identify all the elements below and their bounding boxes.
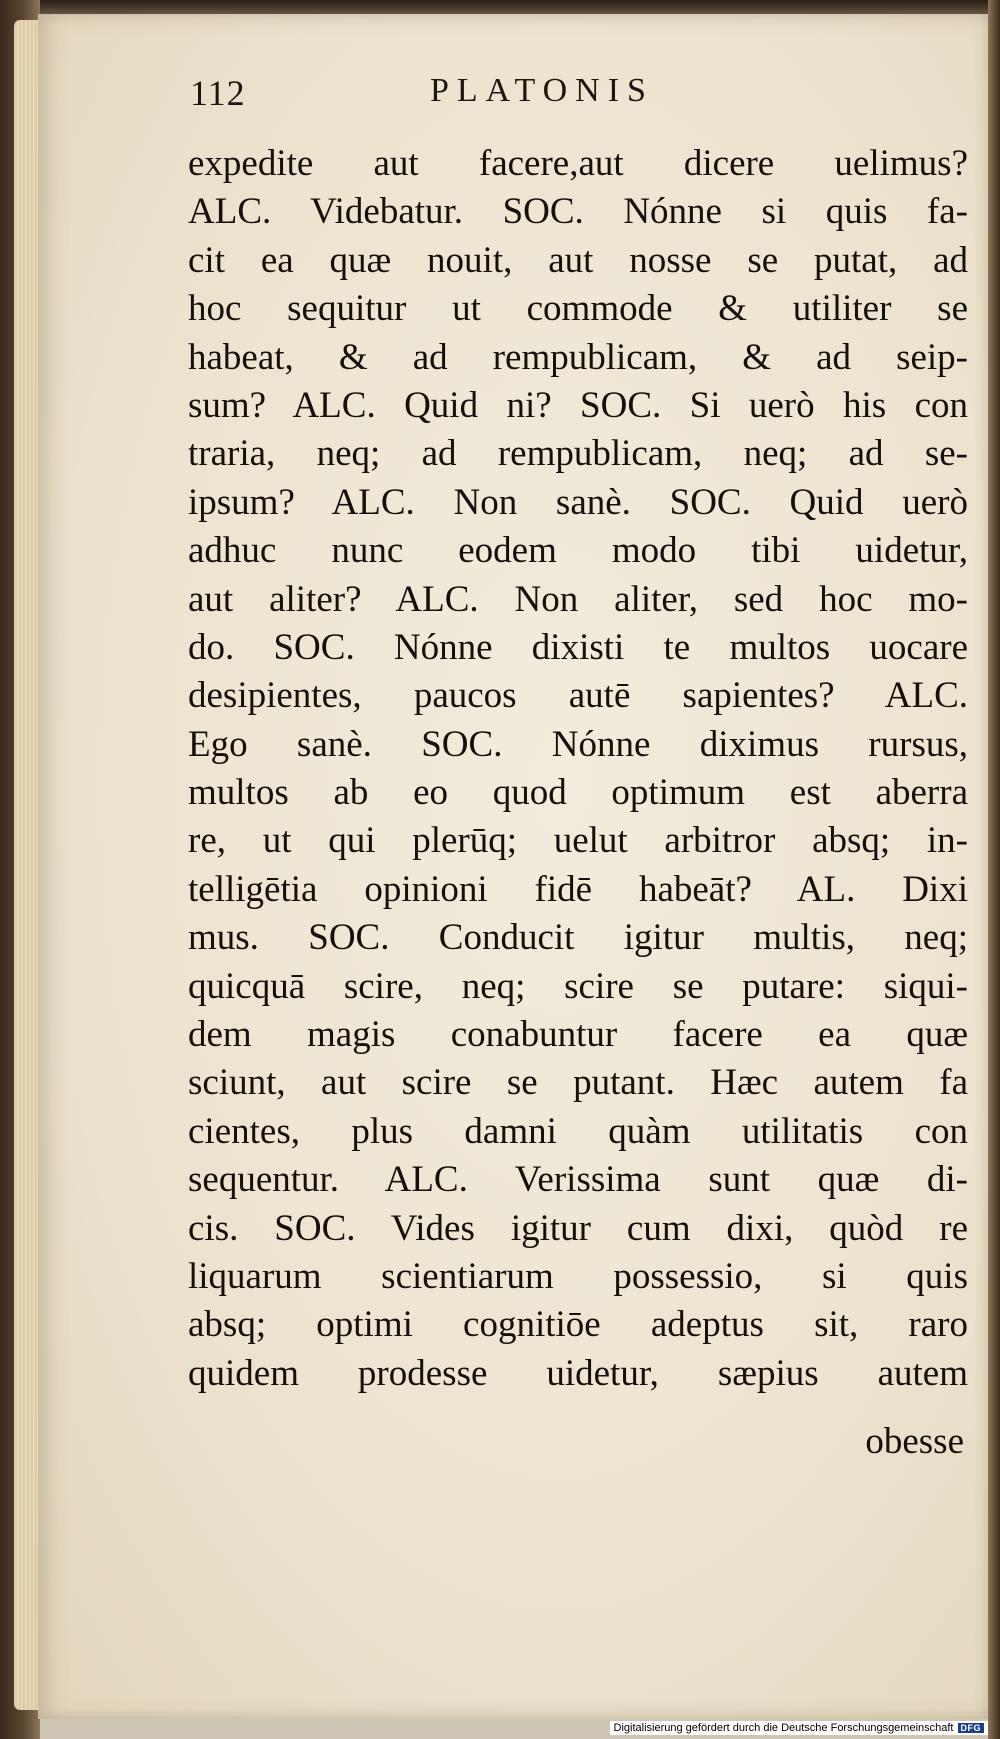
text-line: sequentur. ALC. Verissima sunt quæ di- <box>188 1159 968 1201</box>
text-line: traria, neq; ad rempublicam, neq; ad se- <box>188 433 968 475</box>
body-text <box>188 140 968 1398</box>
catchword: obesse <box>865 1421 964 1462</box>
text-line: telligētia opinioni fidē habeāt? AL. Dixi <box>188 868 968 910</box>
text-line: habeat, & ad rempublicam, & ad seip- <box>188 336 968 378</box>
text-line: expedite aut facere,aut dicere uelimus? <box>188 143 968 184</box>
text-line: dem magis conabuntur facere ea quæ <box>188 1014 968 1056</box>
credit-text: Digitalisierung gefördert durch die Deutsche Forschungsgemeinschaft <box>613 1722 954 1734</box>
text-line: cit ea quæ nouit, aut nosse se putat, ad <box>188 239 968 281</box>
text-line: hoc sequitur ut commode & utiliter se <box>188 288 968 330</box>
running-head: PLATONIS <box>430 72 654 109</box>
text-line: sum? ALC. Quid ni? SOC. Si uerò his con <box>188 384 968 426</box>
text-line: mus. SOC. Conducit igitur multis, neq; <box>188 917 968 959</box>
text-line: ipsum? ALC. Non sanè. SOC. Quid uerò <box>188 481 968 523</box>
page-header <box>190 72 730 132</box>
page-number: 112 <box>190 73 246 113</box>
book-board-right <box>988 0 1000 1739</box>
dfg-logo-icon: DFG <box>958 1723 985 1733</box>
text-line: adhuc nunc eodem modo tibi uidetur, <box>188 530 968 572</box>
text-line: desipientes, paucos autē sapientes? ALC. <box>188 675 968 717</box>
digitization-credit <box>610 1721 988 1735</box>
text-line: Ego sanè. SOC. Nónne diximus rursus, <box>188 723 968 765</box>
text-line: do. SOC. Nónne dixisti te multos uocare <box>188 626 968 668</box>
text-line: multos ab eo quod optimum est aberra <box>188 772 968 814</box>
text-line: quicquā scire, neq; scire se putare: siqui- <box>188 965 968 1007</box>
text-line: aut aliter? ALC. Non aliter, sed hoc mo- <box>188 578 968 620</box>
text-line: quidem prodesse uidetur, sæpius autem <box>188 1352 968 1394</box>
text-line: sciunt, aut scire se putant. Hæc autem fa <box>188 1062 968 1104</box>
text-line: ALC. Videbatur. SOC. Nónne si quis fa- <box>188 191 968 233</box>
text-line: re, ut qui plerūq; uelut arbitror absq; in- <box>188 820 968 862</box>
text-line: cientes, plus damni quàm utilitatis con <box>188 1110 968 1152</box>
text-line: liquarum scientiarum possessio, si quis <box>188 1255 968 1297</box>
text-line: absq; optimi cognitiōe adeptus sit, raro <box>188 1304 968 1346</box>
text-line: cis. SOC. Vides igitur cum dixi, quòd re <box>188 1207 968 1249</box>
